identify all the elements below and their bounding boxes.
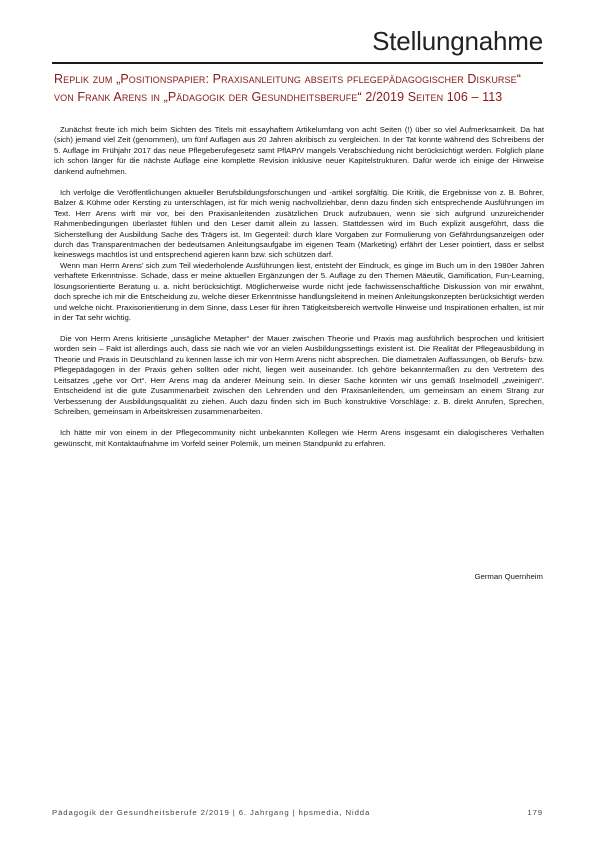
paragraph-3: Wenn man Herrn Arens’ sich zum Teil wiederholende Ausführungen liest, entsteht der Eindruck, es ginge im Buch um in den 1980er Jahren verhaftete Erkenntnisse. Schade, dass er meine aktuellen Ergänzungen der 5. Auflage zu den Themen Mäeutik, Gamification, Fun-Learning, lösungsorientierte Beratung u. a. nicht berücksichtigt. Möglicherweise wurde nicht jede fachwissenschaftliche Diskussion von mir erwähnt, doch spreche ich mir die Entscheidung zu, welche dieser Erkenntnisse handlungsleitend in meinen Anleitungskonzepten berücksichtigt werden und welche nicht. Praxisorientierung in dem Sinne, dass Leser für ihren Tätigkeitsbereich wertvolle Hinweise und Inspirationen erhalten, ist mir in der Tat sehr wichtig. [54, 260, 544, 323]
paragraph-2: Ich verfolge die Veröffentlichungen aktueller Berufsbildungsforschungen und -artikel sorgfältig. Die Kritik, die Ergebnisse von z. B. Bohrer, Balzer & Kühme oder Kersting zu unterschlagen, ist für mich wenig nachvollziehbar, denn dazu finden sich entsprechende Ausführungen im Text. Herr Arens wirft mir vor, bei den Praxisanleitenden zusätzlichen Druck aufzubauen, wenn sie sich aufgrund unzureichender Rahmenbedingungen überlastet fühlen und den Leser damit allein zu lassen. Stattdessen wird im Buch explizit ausgeführt, dass die Sicherstellung der Ausbildung Sache des Trägers ist. Im Gegenteil: durch klare Vorgaben zur Formulierung von Gefährdungsanzeigen oder durch das Transparentmachen der bedeutsamen Anleitungsaufgabe im eigenen Team (Marketing) erfährt der Leser pointiert, dass er selbst keineswegs machtlos ist und entsprechend agieren kann bzw. sich schützen darf. [54, 187, 544, 260]
page-footer [52, 808, 543, 817]
subtitle-line-1: Replik zum „Positionspapier: Praxisanleitung abseits pflegepädagogischer Diskurse“ [54, 72, 521, 86]
paragraph-5: Ich hätte mir von einem in der Pflegecommunity nicht unbekannten Kollegen wie Herrn Arens insgesamt ein dialogischeres Verhalten gewünscht, mit Kontaktaufnahme im Vorfeld seiner Polemik, um meinen Standpunkt zu erfahren. [54, 428, 544, 448]
article-subtitle [54, 70, 549, 106]
article-body [54, 125, 544, 459]
section-title: Stellungnahme [372, 26, 543, 56]
header-divider [52, 62, 543, 64]
paragraph-4: Die von Herrn Arens kritisierte „unsägliche Metapher“ der Mauer zwischen Theorie und Praxis mag ausführlich besprochen und kritisiert worden sein – Fakt ist allerdings auch, dass sie nach wie vor an vielen Ausbildungssettings existent ist. Die Realität der Pflegeausbildung in Theorie und Praxis in Deutschland zu kennen lasse ich mir von Herrn Arens nicht absprechen. Die diametralen Auffassungen, ob Berufs- bzw. Pflegepädagogen in der Praxis gehen sollten oder nicht, liegen weit auseinander. Ich gehöre bekanntermaßen zu den Vertretern des Leitsatzes „gehe vor Ort“. Herr Arens mag da anderer Meinung sein. In dieser Sache könnten wir uns gemäß Inselmodell „zweinigen“. Entscheidend ist die gute Zusammenarbeit zwischen den Lehrenden und den Praxisanleitenden, um gemeinsam an einem Strang zur Verbesserung der Ausbildungsqualität zu ziehen. Auch dazu finden sich im Buch konstruktive Vorschläge: z. B. direkt Anrufen, Sprechen, Schreiben, gemeinsam in Arbeitskreisen zusammenarbeiten. [54, 334, 544, 417]
footer-journal-info: Pädagogik der Gesundheitsberufe 2/2019 | 6. Jahrgang | hpsmedia, Nidda [52, 808, 371, 817]
author-signature: German Quernheim [474, 572, 543, 581]
subtitle-line-2: von Frank Arens in „Pädagogik der Gesundheitsberufe“ 2/2019 Seiten 106 – 113 [54, 90, 503, 104]
page-number: 179 [527, 808, 543, 817]
paragraph-1: Zunächst freute ich mich beim Sichten des Titels mit essayhaftem Artikelumfang von acht Seiten (!) über so viel Aufmerksamkeit. Da hat (sich) jemand viel Zeit (genommen), um fünf Auflagen aus 20 Jahren akribisch zu vergleichen. In der Tat konnte während des Schreibens der 5. Auflage im Frühjahr 2017 das neue Pflegeberufegesetz samt PflAPrV mangels Verabschiedung nicht berücksichtigt werden. Folglich plane ich schon länger für die nächste Auflage eine komplette Revision inklusive neuer Kapitelstrukturen. Dafür werde ich einige der Hinweise dankend aufnehmen. [54, 125, 544, 176]
